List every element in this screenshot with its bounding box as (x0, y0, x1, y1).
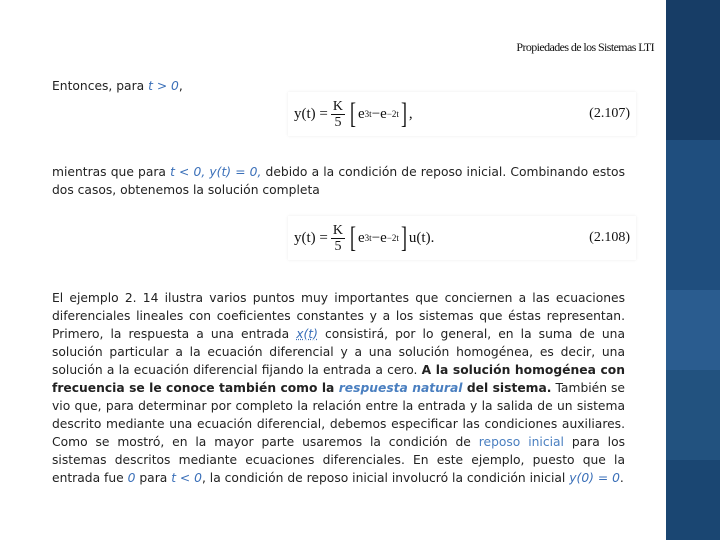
sidebar-block (666, 0, 720, 140)
p3-text: para (135, 471, 172, 485)
eq-denominator: 5 (334, 114, 342, 130)
eq-exponent: 3t (364, 233, 372, 243)
sidebar-block (666, 460, 720, 540)
p2-condition: t < 0, y(t) = 0, (170, 165, 262, 179)
eq-lhs: y(t) = (294, 229, 328, 246)
p3-bold: A la solución homogénea con frecuencia se le conoce también como la (52, 363, 626, 395)
eq-fraction (331, 99, 345, 130)
p3-text: , la condición de reposo inicial involucró la condición inicial (201, 471, 570, 485)
intro-text: Entonces, para (52, 79, 149, 93)
eq-tail: , (408, 105, 413, 122)
p3-var-zero: 0 (127, 471, 136, 485)
p3-var-t: t < 0 (171, 471, 202, 485)
p3-text: También se vio que, para determinar por completo la relación entre la entrada y la salida de un sistema descrito mediante una ecuación diferencial, debemos especificar las condiciones auxiliares. Como se mostró, en la mayor parte usaremos la condición de (52, 381, 625, 449)
sidebar-block (666, 140, 720, 290)
eq-tail: u(t). (408, 229, 435, 246)
eq-lhs: y(t) = (294, 105, 328, 122)
page-header: Propiedades de los Sistemas LTI (516, 40, 654, 54)
eq-term: e (380, 105, 387, 122)
eq-bracket-close: ] (400, 97, 407, 130)
equation-number: (2.107) (589, 106, 630, 121)
eq-bracket-open: [ (350, 221, 356, 254)
sidebar-decoration (666, 0, 720, 540)
p3-term-natural: respuesta natural (338, 381, 463, 395)
eq-fraction (331, 223, 345, 254)
condition-text: t > 0 (148, 79, 179, 93)
eq-denominator: 5 (334, 238, 342, 254)
p2-text-rest: debido a la condición de reposo inicial. Combinando estos dos casos, obtenemos la solución completa (52, 165, 625, 197)
eq-term: e (358, 105, 365, 122)
p3-var-y0: y(0) = 0 (569, 471, 620, 485)
eq-exponent: 3t (364, 109, 372, 119)
p3-text: El ejemplo 2. 14 ilustra varios puntos muy importantes que conciernen a las ecuaciones diferenciales lineales con coeficientes constantes y a los sistemas que éstas representan. Primero, la respuesta a una entrada (52, 291, 625, 341)
equation-2-108 (288, 216, 636, 260)
eq-term: e (358, 229, 365, 246)
eq-operator: − (371, 105, 381, 122)
p3-text: . (619, 471, 624, 485)
eq-bracket-open: [ (350, 97, 356, 130)
p3-text: para los sistemas descritos mediante ecuaciones diferenciales. En este ejemplo, puesto que la entrada fue (52, 435, 625, 485)
eq-numerator: K (332, 222, 343, 238)
equation-2-107 (288, 92, 636, 136)
equation-number: (2.108) (589, 230, 630, 245)
p2-text: mientras que para (52, 165, 171, 179)
sidebar-block (666, 370, 720, 460)
intro-end: , (178, 79, 183, 93)
p3-bold: del sistema. (462, 381, 552, 395)
sidebar-block (666, 290, 720, 370)
paragraph-two (52, 163, 625, 199)
p3-text: consistirá, por lo general, en la suma de una solución particular a la ecuación diferencial y a una solución homogénea, es decir, una solución a la ecuación diferencial fijando la entrada a cero. (52, 327, 626, 377)
p3-term-reposo: reposo inicial (478, 435, 564, 449)
eq-term: e (380, 229, 387, 246)
eq-bracket-close: ] (400, 221, 407, 254)
eq-numerator: K (332, 98, 343, 114)
eq-exponent: −2t (386, 233, 399, 243)
eq-exponent: −2t (386, 109, 399, 119)
p3-var-x: x(t) (296, 327, 318, 341)
paragraph-three (52, 289, 625, 487)
eq-operator: − (371, 229, 381, 246)
